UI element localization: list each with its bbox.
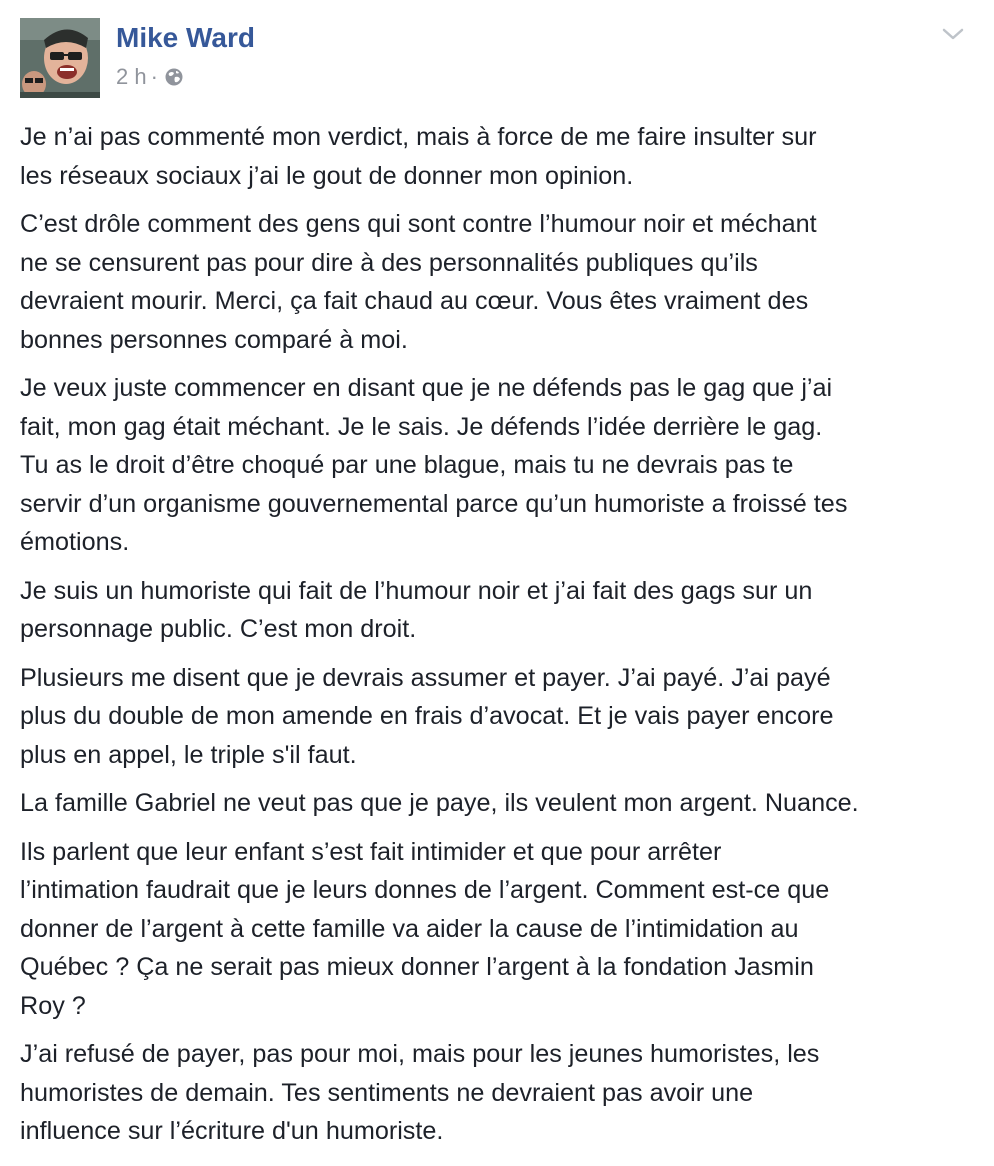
post-paragraph: J’ai refusé de payer, pas pour moi, mais pour les jeunes humoristes, les humoristes de demain. Tes sentiments ne devraient pas avoir une influence sur l’écriture d'un humoriste. (20, 1040, 820, 1145)
post-paragraph: Je n’ai pas commenté mon verdict, mais à force de me faire insulter sur les réseaux sociaux j’ai le gout de donner mon opinion. (20, 123, 817, 190)
post-paragraph: Plusieurs me disent que je devrais assumer et payer. J’ai payé. J’ai payé plus du double de mon amende en frais d’avocat. Et je vais payer encore plus en appel, le triple s'il faut. (20, 663, 834, 769)
post-header (20, 18, 980, 100)
post-paragraph: Je suis un humoriste qui fait de l’humour noir et j’ai fait des gags sur un personnage public. C’est mon droit. (20, 576, 813, 643)
post-meta (116, 64, 184, 90)
post-body (20, 118, 975, 1161)
avatar[interactable] (20, 18, 100, 98)
post-paragraph: C’est drôle comment des gens qui sont contre l’humour noir et méchant ne se censurent pas pour dire à des personnalités publiques qu’ils devraient mourir. Merci, ça fait chaud au cœur. Vous êtes vraiment des bonnes personnes comparé à moi. (20, 210, 817, 354)
post-paragraph: La famille Gabriel ne veut pas que je paye, ils veulent mon argent. Nuance. (20, 789, 859, 817)
globe-icon[interactable] (164, 67, 184, 87)
author-name-link[interactable]: Mike Ward (116, 22, 255, 53)
post-paragraph: Ils parlent que leur enfant s’est fait intimider et que pour arrêter l’intimation faudrait que je leurs donnes de l’argent. Comment est-ce que donner de l’argent à cette famille va aider la cause de l’intimidation au Québec ? Ça ne serait pas mieux donner l’argent à la fondation Jasmin Roy ? (20, 837, 830, 1020)
post-timestamp[interactable]: 2 h (116, 64, 147, 89)
post-paragraph: Je veux juste commencer en disant que je ne défends pas le gag que j’ai fait, mon gag était méchant. Je le sais. Je défends l’idée derrière le gag. Tu as le droit d’être choqué par une blague, mais tu ne devrais pas te servir d’un organisme gouvernemental parce qu’un humoriste a froissé tes émotions. (20, 374, 848, 556)
meta-separator: · (150, 64, 158, 89)
chevron-down-icon[interactable] (940, 24, 966, 44)
